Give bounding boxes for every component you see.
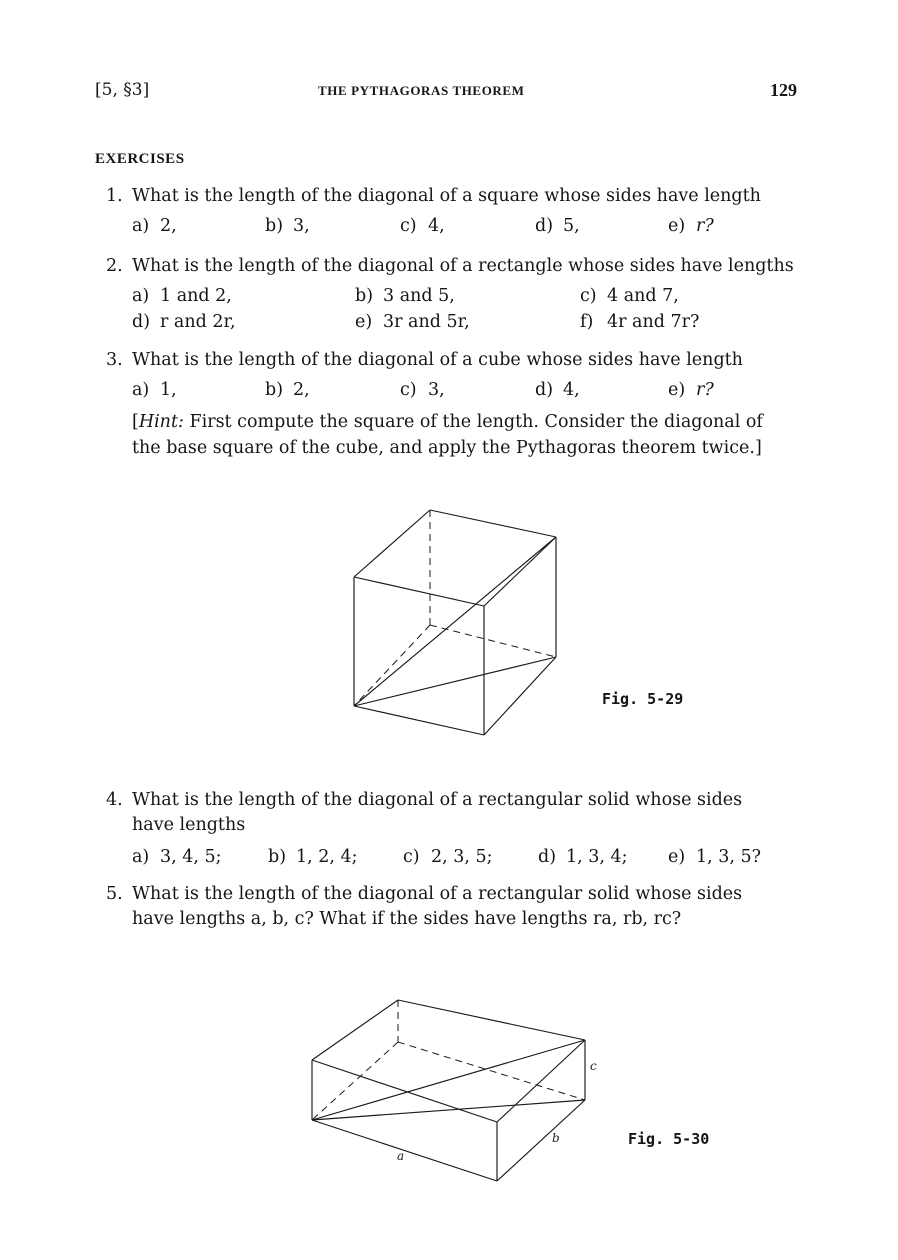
- option-value: 1, 2, 4;: [296, 847, 358, 867]
- option-value: 1,: [160, 380, 177, 400]
- exercise-4-text-line-2: have lengths: [132, 815, 246, 835]
- figure-5-29-caption: Fig. 5-29: [602, 690, 684, 708]
- option-label: e): [668, 847, 686, 867]
- option-value: 2,: [293, 380, 310, 400]
- running-head-title: THE PYTHAGORAS THEOREM: [318, 83, 525, 98]
- hint-line-1: [Hint: First compute the square of the length. Consider the diagonal of: [132, 412, 763, 432]
- option-label: b): [355, 286, 374, 306]
- edge-label-b: b: [552, 1131, 560, 1145]
- page-number: 129: [770, 80, 797, 100]
- option-label: d): [538, 847, 557, 867]
- option-value: 3, 4, 5;: [160, 847, 222, 867]
- exercise-5-number: 5.: [106, 884, 123, 904]
- option-label: c): [580, 286, 597, 306]
- figure-5-30-caption: Fig. 5-30: [628, 1130, 710, 1148]
- cube-hidden-edge: [430, 625, 556, 657]
- option-value: 1 and 2,: [160, 286, 232, 306]
- cube-edge: [484, 657, 556, 735]
- exercise-5-text-line-2: have lengths a, b, c? What if the sides have lengths ra, rb, rc?: [132, 909, 682, 929]
- exercise-1-text: What is the length of the diagonal of a square whose sides have length: [132, 186, 761, 206]
- option-label: b): [265, 216, 284, 236]
- space-diagonal: [312, 1040, 585, 1120]
- exercise-5-text-line-1: What is the length of the diagonal of a rectangular solid whose sides: [132, 884, 743, 904]
- exercise-4-text-line-1: What is the length of the diagonal of a rectangular solid whose sides: [132, 790, 743, 810]
- exercise-3-text: What is the length of the diagonal of a cube whose sides have length: [132, 350, 743, 370]
- option-label: c): [400, 380, 417, 400]
- box-edge: [497, 1100, 585, 1181]
- option-value: 4,: [428, 216, 445, 236]
- option-value: 1, 3, 5?: [696, 847, 762, 867]
- option-label: f): [580, 312, 594, 332]
- cube-hidden-edge: [354, 625, 430, 706]
- running-head-section: [5, §3]: [95, 80, 150, 100]
- option-label: c): [400, 216, 417, 236]
- box-hidden-edge: [398, 1042, 585, 1100]
- option-label: d): [535, 380, 554, 400]
- box-edge: [398, 1000, 585, 1040]
- option-value: 3 and 5,: [383, 286, 455, 306]
- option-label: e): [668, 380, 686, 400]
- option-value: 4,: [563, 380, 580, 400]
- base-diagonal: [354, 657, 556, 706]
- option-value: 3,: [293, 216, 310, 236]
- base-diagonal: [312, 1100, 585, 1120]
- option-label: b): [265, 380, 284, 400]
- option-label: c): [403, 847, 420, 867]
- box-edge: [312, 1120, 497, 1181]
- edge-label-c: c: [590, 1059, 597, 1073]
- cube-edge: [430, 510, 556, 537]
- box-edge: [312, 1000, 398, 1060]
- option-label: a): [132, 847, 150, 867]
- option-label: e): [355, 312, 373, 332]
- option-label: a): [132, 286, 150, 306]
- option-label: d): [132, 312, 151, 332]
- cube-edge: [484, 537, 556, 606]
- cube-edge: [354, 510, 430, 577]
- option-value: 1, 3, 4;: [566, 847, 628, 867]
- exercise-3-number: 3.: [106, 350, 123, 370]
- exercise-2-text: What is the length of the diagonal of a rectangle whose sides have lengths: [132, 256, 794, 276]
- hint-line-2: the base square of the cube, and apply the Pythagoras theorem twice.]: [132, 438, 762, 458]
- cube-edge: [354, 577, 484, 606]
- space-diagonal: [354, 537, 556, 706]
- option-value: 2,: [160, 216, 177, 236]
- hint-text: First compute the square of the length. Consider the diagonal of: [189, 412, 763, 432]
- exercise-2-number: 2.: [106, 256, 123, 276]
- option-value: r and 2r,: [160, 312, 236, 332]
- edge-label-a: a: [397, 1149, 405, 1163]
- option-label: a): [132, 380, 150, 400]
- cube-edge: [354, 706, 484, 735]
- option-value: 3r and 5r,: [383, 312, 470, 332]
- option-value: 4r and 7r?: [607, 312, 700, 332]
- exercise-4-number: 4.: [106, 790, 123, 810]
- option-value: 4 and 7,: [607, 286, 679, 306]
- hint-label: Hint:: [138, 412, 184, 432]
- option-value: r?: [696, 380, 714, 400]
- option-label: a): [132, 216, 150, 236]
- option-label: d): [535, 216, 554, 236]
- exercise-1-number: 1.: [106, 186, 123, 206]
- option-value: 5,: [563, 216, 580, 236]
- option-label: b): [268, 847, 287, 867]
- box-hidden-edge: [312, 1042, 398, 1120]
- section-title: EXERCISES: [95, 151, 185, 167]
- option-label: e): [668, 216, 686, 236]
- option-value: 3,: [428, 380, 445, 400]
- option-value: 2, 3, 5;: [431, 847, 493, 867]
- option-value: r?: [696, 216, 714, 236]
